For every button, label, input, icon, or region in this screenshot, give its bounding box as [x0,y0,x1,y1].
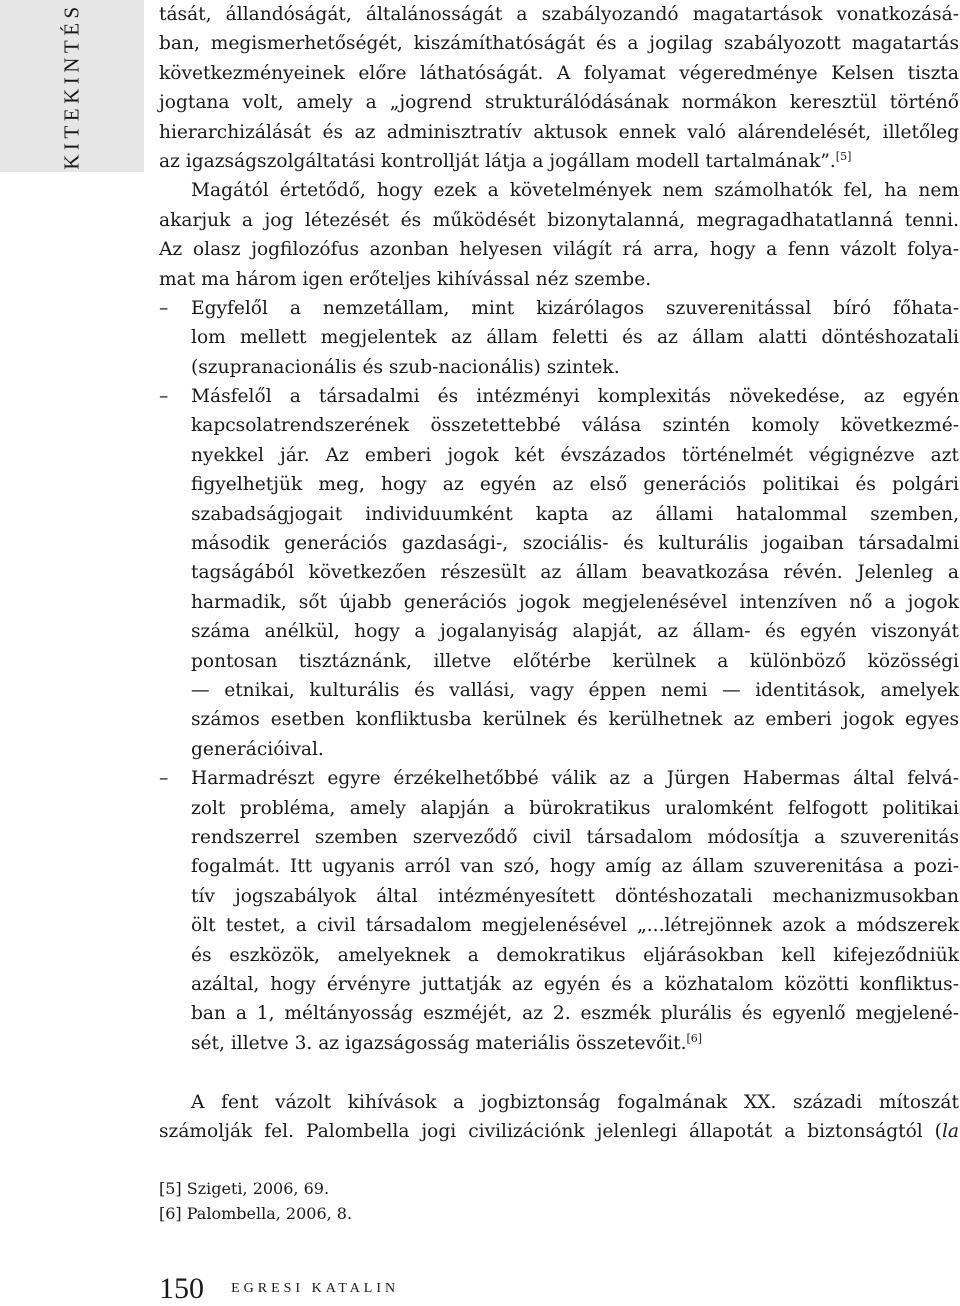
text-line: ölt testet, a civil társadalom megjelenésével „...létrejönnek azok a módszerek [191,915,959,937]
text-line-content: sét, illetve 3. az igazságosság materiális összetevőit. [191,1032,687,1054]
text-line: pontosan tisztáznánk, illetve előtérbe kerülnek a különböző közösségi [191,650,959,672]
text-line: harmadik, sőt újabb generációs jogok megjelenésével intenzíven nő a jogok [191,591,959,613]
text-line: jogtana volt, amely a „jogrend strukturálódásának normákon keresztül történő [159,92,959,114]
paragraph-1 [159,0,959,176]
text-line: zolt probléma, amely alapján a bürokratikus uralomként felfogott politikai [191,797,959,819]
section-sidebar [0,0,144,172]
footnote: [6] Palombella, 2006, 8. [159,1204,353,1223]
text-line-content: Másfelől a társadalmi és intézményi komplexitás növekedése, az egyén [191,386,959,408]
text-line: azáltal, hogy érvényre juttatják az egyén és a közhatalom közötti konfliktus- [191,973,959,995]
list-item [159,382,959,764]
paragraph-2 [159,176,959,294]
text-line: kapcsolatrendszerének összetettebbé válása szintén komoly következmé- [191,415,959,437]
footnote: [5] Szigeti, 2006, 69. [159,1179,330,1198]
text-line: Az olasz jogfilozófus azonban helyesen világít rá arra, hogy a fenn vázolt folya- [159,239,959,261]
footnote-ref-6: [6] [686,1031,703,1045]
text-line: figyelhetjük meg, hogy az egyén az első generációs politikai és polgári [191,474,959,496]
text-line: második generációs gazdasági-, szociális- és kulturális jogaiban társadalmi [191,533,959,555]
text-line: A fent vázolt kihívások a jogbiztonság fogalmának XX. századi mítoszát [191,1092,959,1114]
text-line [159,1117,959,1146]
text-line: nyekkel jár. Az emberi jogok két évszázados történelmét végignézve azt [191,444,959,466]
footnotes [159,1176,352,1226]
running-head: EGRESI KATALIN [231,1281,400,1296]
text-line: szabadságjogait individuumként kapta az állami hatalommal szemben, [191,503,959,525]
footnote-ref-5: [5] [835,149,852,163]
text-line [159,294,959,323]
list-item [159,294,959,382]
text-line: számos esetben konfliktusba kerülnek és kerülhetnek az emberi jogok egyes [191,709,959,731]
text-line [159,147,959,176]
text-line [159,382,959,411]
text-line: (szupranacionális és szub-nacionális) szintek. [191,356,620,378]
text-line: hierarchizálását és az adminisztratív aktusok ennek való alárendelését, illetőleg [159,121,959,143]
list-item [159,764,959,1058]
text-line: száma anélkül, hogy a jogalanyiság alapját, az állam- és egyén viszonyát [191,621,959,643]
page-number: 150 [159,1272,204,1305]
paragraph-gap [159,1058,959,1088]
section-label: KITEKINTÉS [59,2,84,170]
text-line: tív jogszabályok által intézményesített döntéshozatali mechanizmusokban [191,885,959,907]
text-line: tását, állandóságát, általánosságát a szabályozandó magatartások vonatkozásá- [159,4,959,25]
text-line: lom mellett megjelentek az állam feletti és az állam alatti döntéshozatali [191,327,959,349]
text-line-content: számolják fel. Palombella jogi civilizációnk jelenlegi állapotát a biztonságtól ( [159,1121,942,1143]
text-line: rendszerrel szemben szerveződő civil társadalom módosítja a szuverenitás [191,826,959,848]
page-footer [159,1272,399,1306]
text-line-content: Harmadrészt egyre érzékelhetőbbé válik az a Jürgen Habermas által felvá- [191,768,959,790]
text-line: generációival. [191,738,324,760]
text-line: mat ma három igen erőteljes kihívással néz szembe. [159,268,652,290]
text-line: akarjuk a jog létezését és működését bizonytalanná, megragadhatatlanná tenni. [159,209,959,231]
paragraph-3 [159,1088,959,1147]
text-line: következményeinek előre láthatóságát. A folyamat végeredménye Kelsen tiszta [159,62,959,84]
text-line: ban, megismerhetőségét, kiszámíthatóságát és a jogilag szabályozott magatartás [159,33,959,55]
main-text [159,0,959,1147]
list-dash: – [159,768,169,790]
list-dash: – [159,297,169,319]
list-dash: – [159,386,169,408]
text-line: — etnikai, kulturális és vallási, vagy éppen nemi — identitások, amelyek [191,679,959,701]
text-line [159,764,959,793]
text-line: és eszközök, amelyeknek a demokratikus eljárásokban kell kifejeződniük [191,944,959,966]
text-line: ban a 1, méltányosság eszméjét, az 2. eszmék plurális és egyenlő megjelené- [191,1003,959,1025]
text-line: fogalmát. Itt ugyanis arról van szó, hogy amíg az állam szuverenitása a pozi- [191,856,959,878]
italic-text: la [941,1121,959,1143]
text-line: tagságából következően részesült az állam beavatkozása révén. Jelenleg a [191,562,959,584]
text-line [159,1029,959,1058]
text-line: Magától értetődő, hogy ezek a követelmények nem számolhatók fel, ha nem [191,180,959,202]
text-line-content: Egyfelől a nemzetállam, mint kizárólagos szuverenitással bíró főhata- [191,297,959,319]
text-line-content: az igazságszolgáltatási kontrollját látja a jogállam modell tartalmának”. [159,150,836,172]
